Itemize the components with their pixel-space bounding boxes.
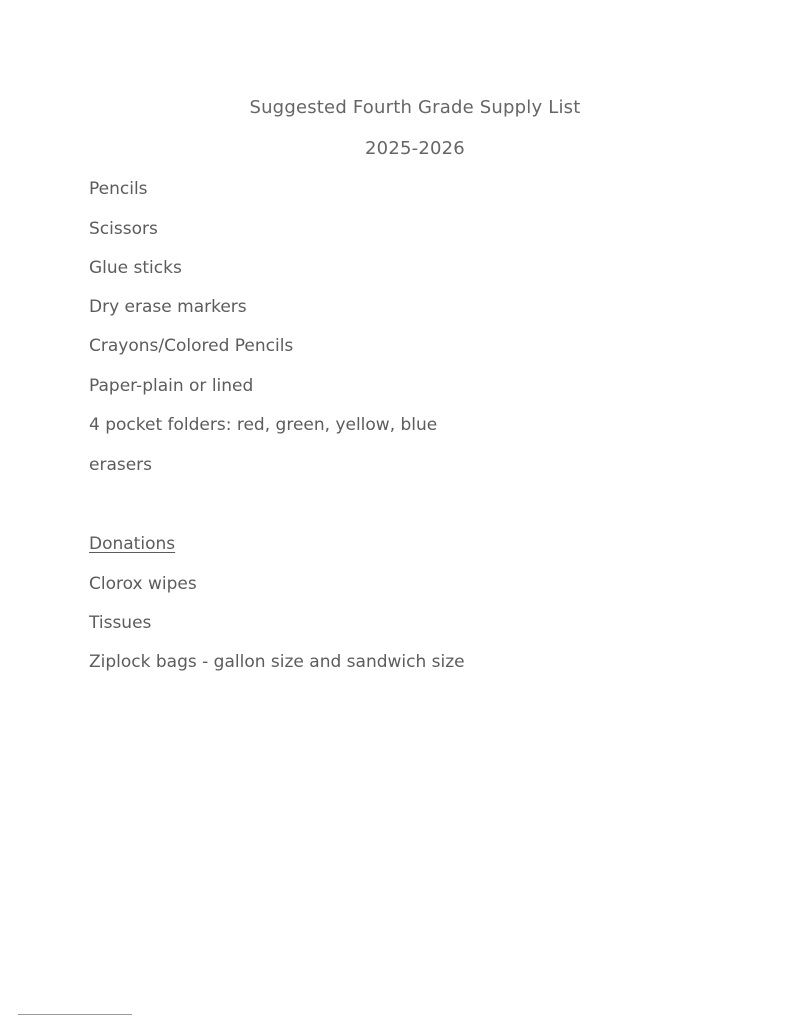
supply-item-pencils: Pencils	[89, 179, 148, 199]
supply-item-glue-sticks: Glue sticks	[89, 258, 182, 278]
supply-item-erasers: erasers	[89, 455, 153, 475]
supply-item-paper: Paper-plain or lined	[89, 376, 254, 396]
footer-divider	[18, 1014, 132, 1015]
supply-item-crayons: Crayons/Colored Pencils	[89, 336, 294, 356]
school-year: 2025-2026	[365, 138, 465, 159]
supply-item-pocket-folders: 4 pocket folders: red, green, yellow, blue	[89, 415, 438, 435]
donations-heading: Donations	[89, 534, 176, 554]
supply-item-scissors: Scissors	[89, 219, 158, 239]
document-title: Suggested Fourth Grade Supply List	[249, 97, 581, 118]
donation-item-clorox-wipes: Clorox wipes	[89, 574, 197, 594]
donation-item-ziplock-bags: Ziplock bags - gallon size and sandwich size	[89, 652, 465, 672]
supply-item-dry-erase-markers: Dry erase markers	[89, 297, 247, 317]
donation-item-tissues: Tissues	[89, 613, 152, 633]
